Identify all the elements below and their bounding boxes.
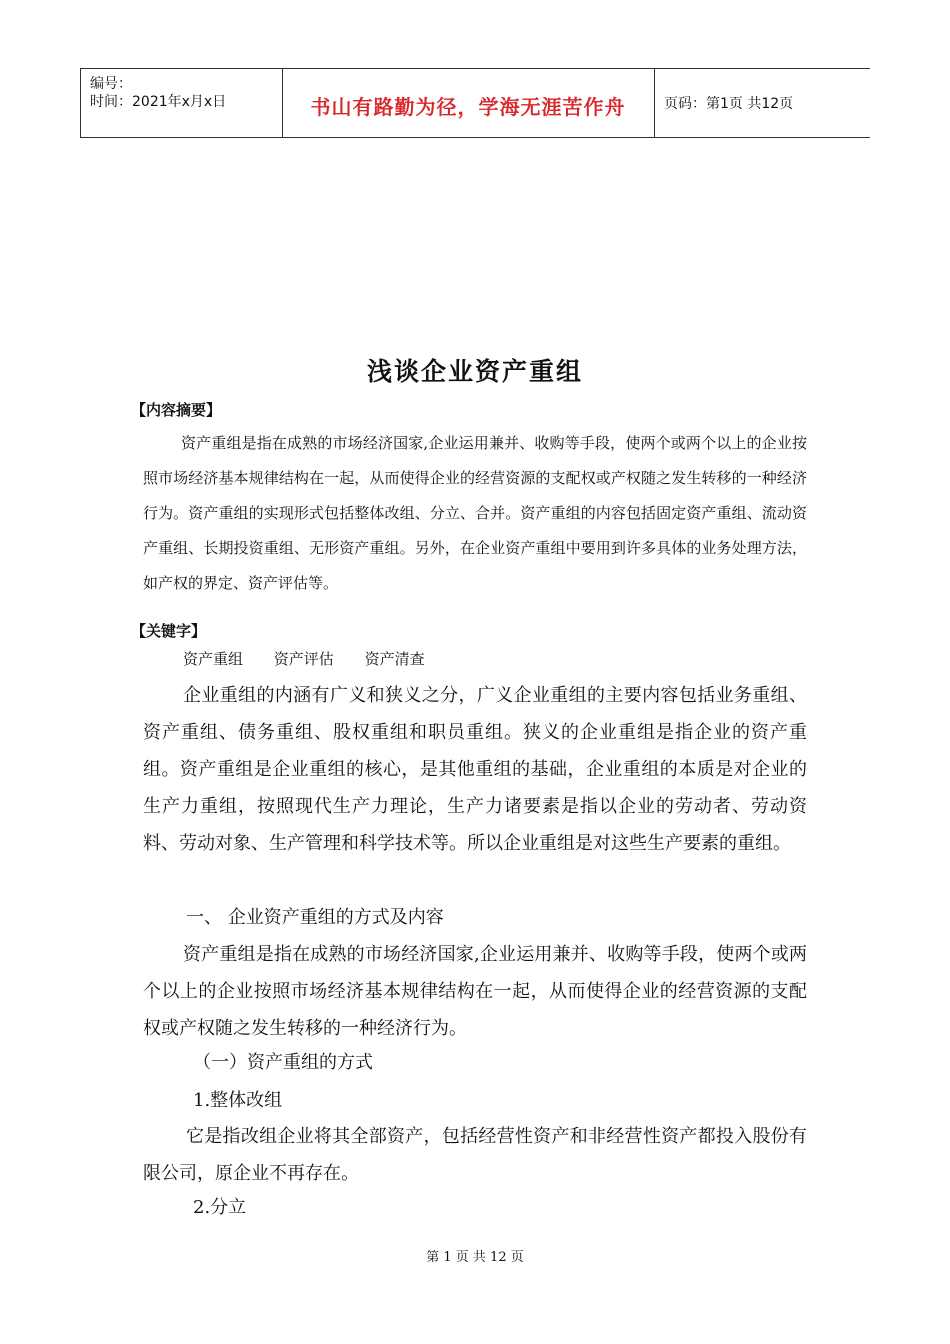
- keyword-item: 资产评估: [273, 650, 334, 668]
- body-paragraph: 资产重组是指在成熟的市场经济国家,企业运用兼并、收购等手段，使两个或两个以上的企业按照市场经济基本规律结构在一起，从而使得企业的经营资源的支配权或产权随之发生转移的一种经济行为。: [143, 944, 807, 1039]
- keywords-list: [183, 648, 451, 669]
- header-info-cell: [80, 69, 283, 137]
- header-page-cell: [655, 69, 869, 137]
- keyword-item: 资产清查: [364, 650, 425, 668]
- body-paragraph: 企业重组的内涵有广义和狭义之分，广义企业重组的主要内容包括业务重组、资产重组、债务重组、股权重组和职员重组。狭义的企业重组是指企业的资产重组。资产重组是企业重组的核心，是其他重组的基础，企业重组的本质是对企业的生产力重组，按照现代生产力理论，生产力诸要素是指以企业的劳动者、劳动资料、劳动对象、生产管理和科学技术等。所以企业重组是对这些生产要素的重组。: [143, 685, 807, 854]
- keywords-heading: 【关键字】: [131, 622, 207, 640]
- list-item-heading: 1.整体改组: [193, 1090, 283, 1111]
- page-footer: 第 1 页 共 12 页: [426, 1250, 524, 1265]
- abstract-heading: 【内容摘要】: [131, 401, 222, 419]
- list-item-heading: 2.分立: [193, 1197, 247, 1218]
- header-motto: 书山有路勤为径，学海无涯苦作舟: [310, 95, 626, 119]
- page-title: 浅谈企业资产重组: [366, 357, 583, 386]
- header-motto-cell: [282, 69, 655, 137]
- subsection-heading: （一）资产重组的方式: [193, 1052, 373, 1073]
- abstract-text: 资产重组是指在成熟的市场经济国家,企业运用兼并、收购等手段，使两个或两个以上的企业按照市场经济基本规律结构在一起，从而使得企业的经营资源的支配权或产权随之发生转移的一种经济行为。资产重组的实现形式包括整体改组、分立、合并。资产重组的内容包括固定资产重组、流动资产重组、长期投资重组、无形资产重组。另外，在企业资产重组中要用到许多具体的业务处理方法，如产权的界定、资产评估等。: [143, 434, 807, 592]
- keyword-item: 资产重组: [183, 650, 244, 668]
- header-page-label: 页码：第1页 共12页: [664, 96, 794, 112]
- body-paragraph: 它是指改组企业将其全部资产，包括经营性资产和非经营性资产都投入股份有限公司，原企业不再存在。: [143, 1126, 807, 1184]
- document-time-label: 时间：2021年x月x日: [90, 94, 227, 110]
- document-header: [80, 68, 870, 138]
- document-number-label: 编号：: [90, 76, 132, 92]
- section-heading: 一、 企业资产重组的方式及内容: [186, 907, 444, 928]
